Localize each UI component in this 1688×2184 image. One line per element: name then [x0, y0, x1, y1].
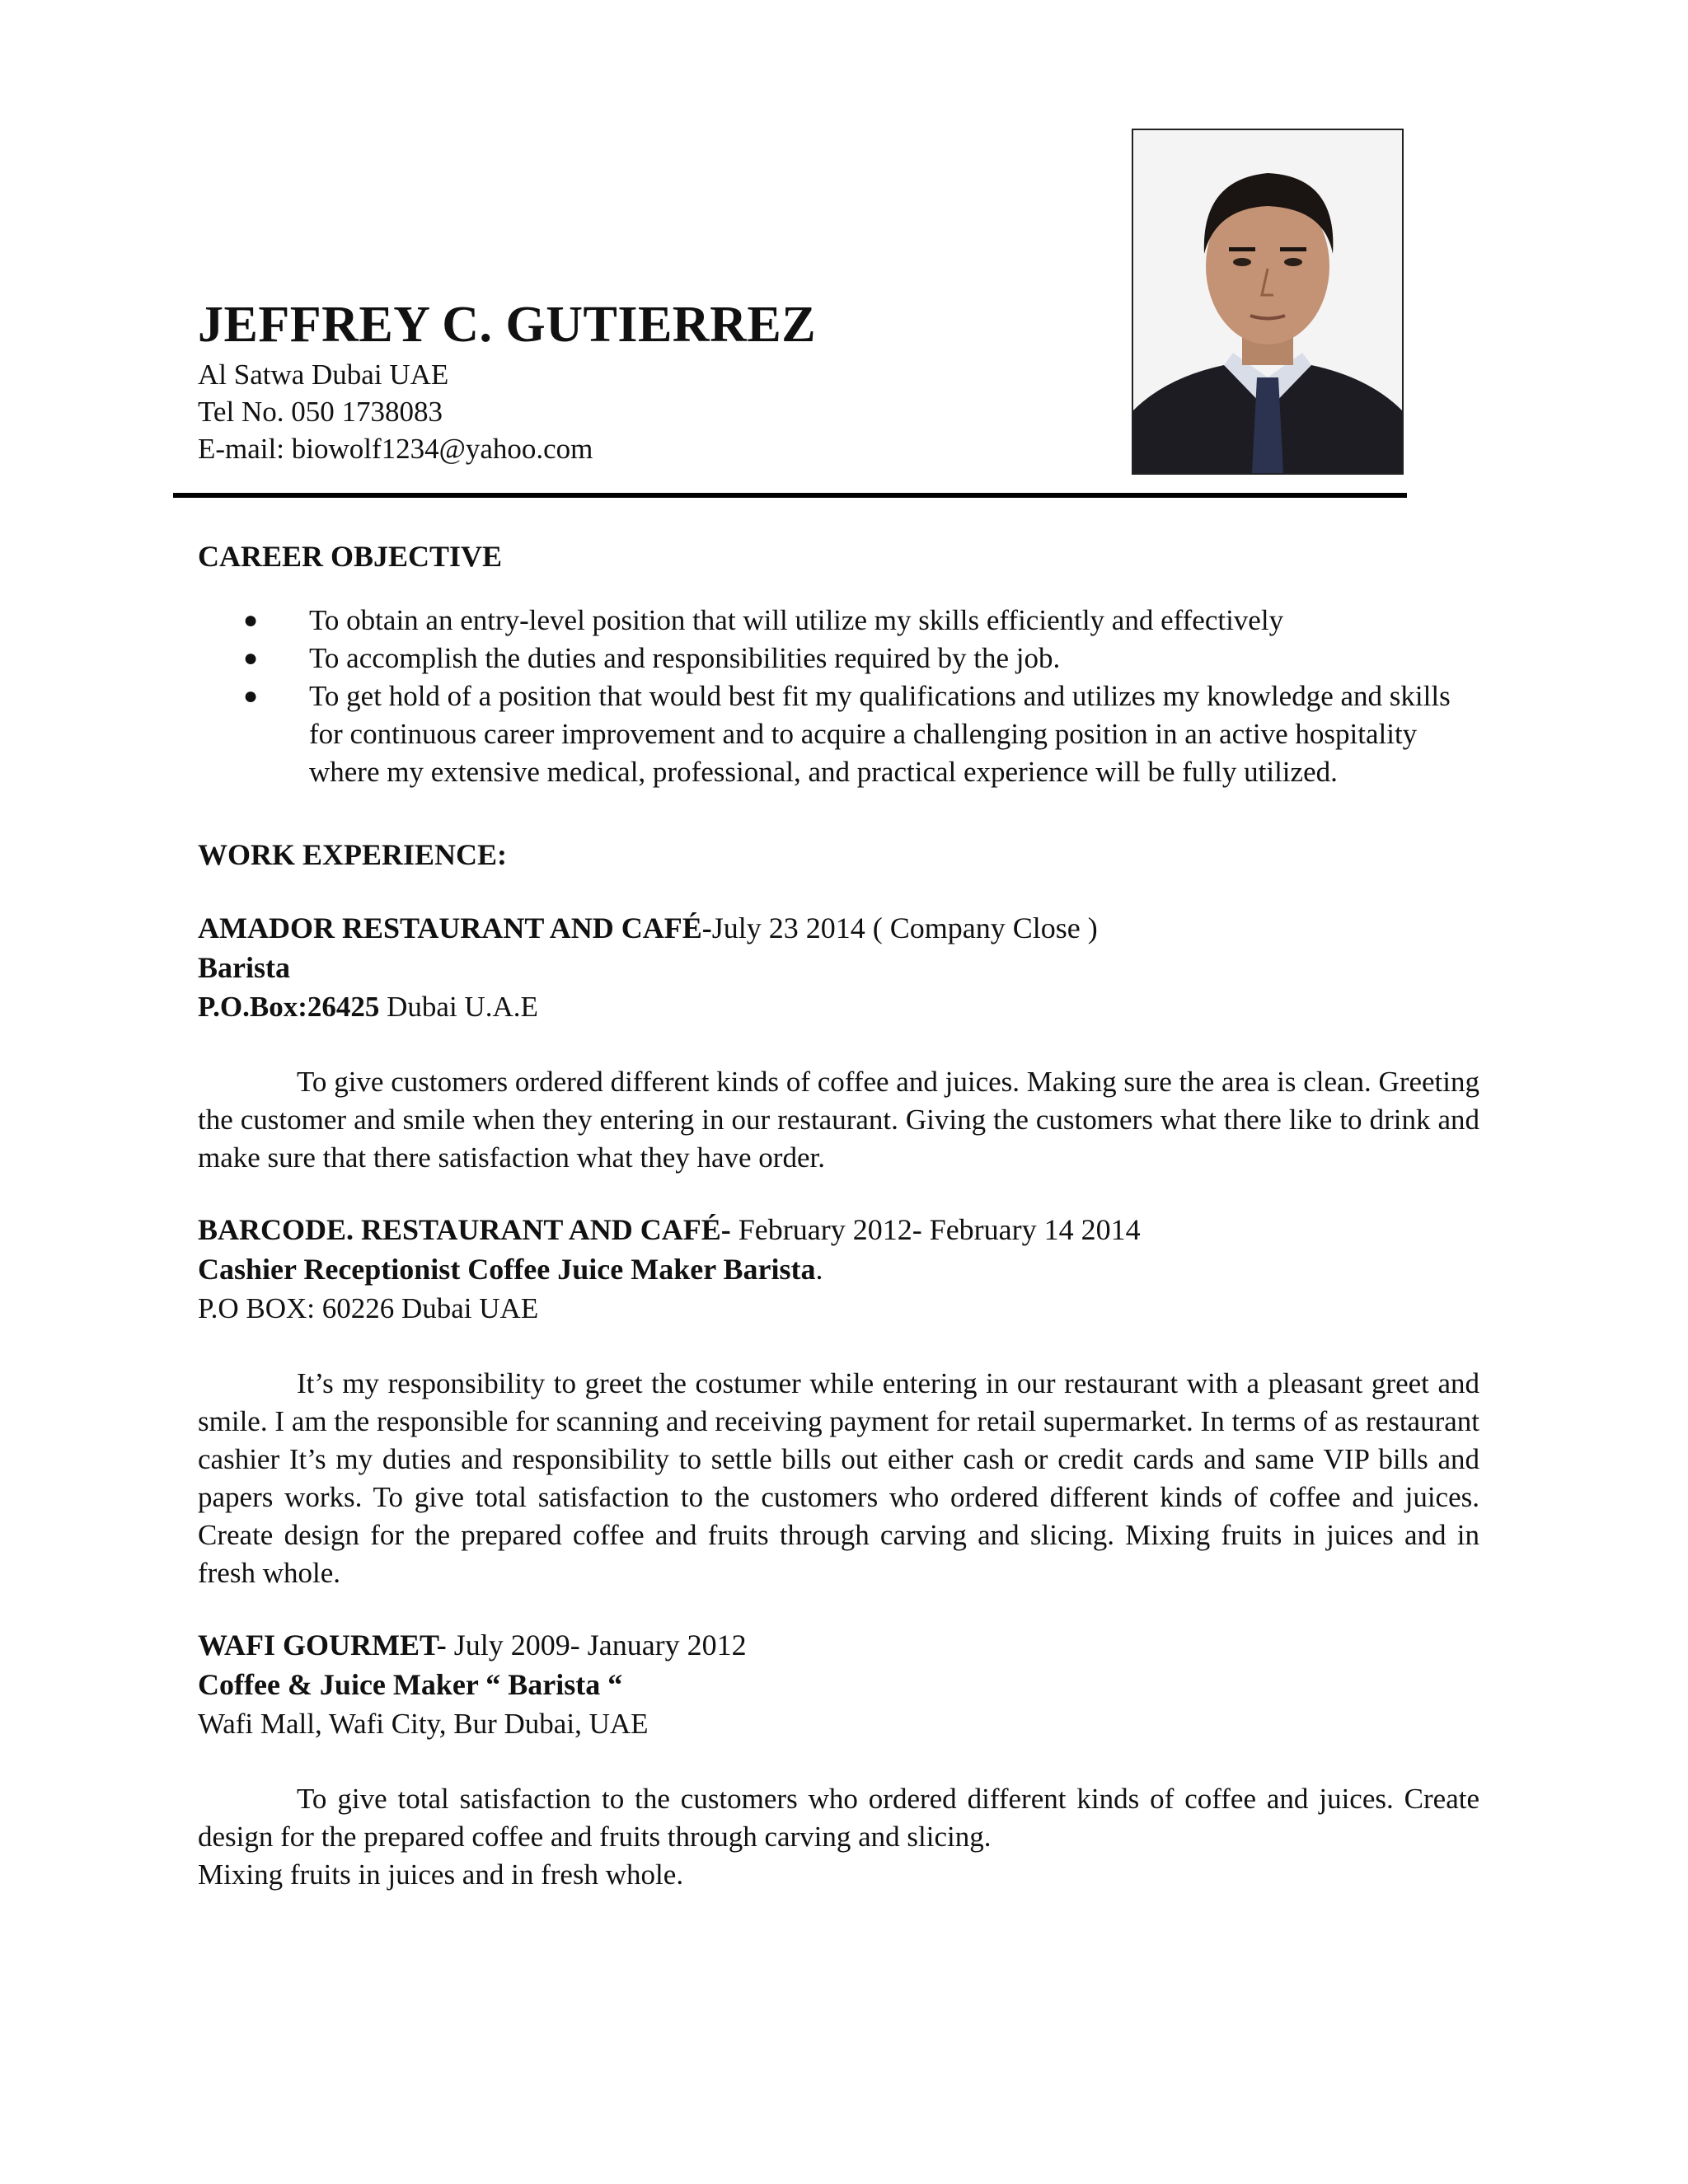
career-objective-heading: CAREER OBJECTIVE	[198, 540, 503, 573]
address-line: Al Satwa Dubai UAE	[198, 359, 449, 391]
bullet-icon: ●	[243, 607, 259, 634]
header-divider	[173, 493, 1407, 498]
job-description: To give total satisfaction to the customers who ordered different kinds of coffee and juices. Create design for the prepared coffee and fruits through carving and slicing. Mixing fruits in juices and in fresh whole.	[198, 1780, 1479, 1894]
objective-item: ● To obtain an entry-level position that will utilize my skills efficiently and effectively	[198, 602, 1479, 640]
objective-item: ● To get hold of a position that would best fit my qualifications and utilizes my knowledge and skills for continuous career improvement and to acquire a challenging position in an active hospitality where my extensive medical, professional, and practical experience will be fully utilized.	[198, 677, 1479, 791]
job-entry	[198, 1625, 1479, 1894]
email-line: E-mail: biowolf1234@yahoo.com	[198, 433, 593, 466]
company-name: AMADOR RESTAURANT AND CAFÉ-	[198, 912, 712, 944]
company-name: BARCODE. RESTAURANT AND CAFÉ-	[198, 1213, 731, 1246]
job-address: P.O.Box:26425 Dubai U.A.E	[198, 991, 538, 1023]
job-role: Barista	[198, 951, 290, 984]
job-address: Wafi Mall, Wafi City, Bur Dubai, UAE	[198, 1708, 649, 1740]
job-entry	[198, 908, 1479, 1177]
phone-line: Tel No. 050 1738083	[198, 396, 443, 429]
job-period: July 23 2014 ( Company Close )	[711, 912, 1098, 944]
applicant-name: JEFFREY C. GUTIERREZ	[198, 297, 817, 353]
job-address: P.O BOX: 60226 Dubai UAE	[198, 1292, 539, 1324]
objective-list	[198, 602, 1479, 791]
job-role: Coffee & Juice Maker “ Barista “	[198, 1668, 623, 1701]
job-role: Cashier Receptionist Coffee Juice Maker Barista.	[198, 1253, 823, 1286]
job-description: To give customers ordered different kinds of coffee and juices. Making sure the area is clean. Greeting the customer and smile when they entering in our restaurant. Giving the customers what there like to drink and make sure that there satisfaction what they have order.	[198, 1066, 1479, 1174]
resume-body	[198, 536, 1479, 1894]
job-description: It’s my responsibility to greet the costumer while entering in our restaurant with a pleasant greet and smile. I am the responsible for scanning and receiving payment for retail supermarket. In terms of as restaurant cashier It’s my duties and responsibility to settle bills out either cash or credit cards and same VIP bills and papers works. To give total satisfaction to the customers who ordered different kinds of coffee and juices. Create design for the prepared coffee and fruits through carving and slicing. Mixing fruits in juices and in fresh whole.	[198, 1367, 1479, 1589]
job-company-line	[198, 908, 1479, 948]
job-period: February 2012- February 14 2014	[730, 1213, 1141, 1246]
objective-item: ● To accomplish the duties and responsibilities required by the job.	[198, 640, 1479, 677]
bullet-icon: ●	[243, 682, 259, 710]
resume-header	[198, 297, 1104, 467]
job-entry	[198, 1210, 1479, 1592]
company-name: WAFI GOURMET-	[198, 1629, 447, 1661]
work-experience-heading: WORK EXPERIENCE:	[198, 838, 508, 871]
job-company-line	[198, 1625, 1479, 1665]
job-company-line	[198, 1210, 1479, 1249]
job-description-tail: Mixing fruits in juices and in fresh whole.	[198, 1858, 684, 1891]
job-period: July 2009- January 2012	[446, 1629, 747, 1661]
bullet-icon: ●	[243, 644, 259, 672]
profile-photo	[1132, 129, 1404, 475]
